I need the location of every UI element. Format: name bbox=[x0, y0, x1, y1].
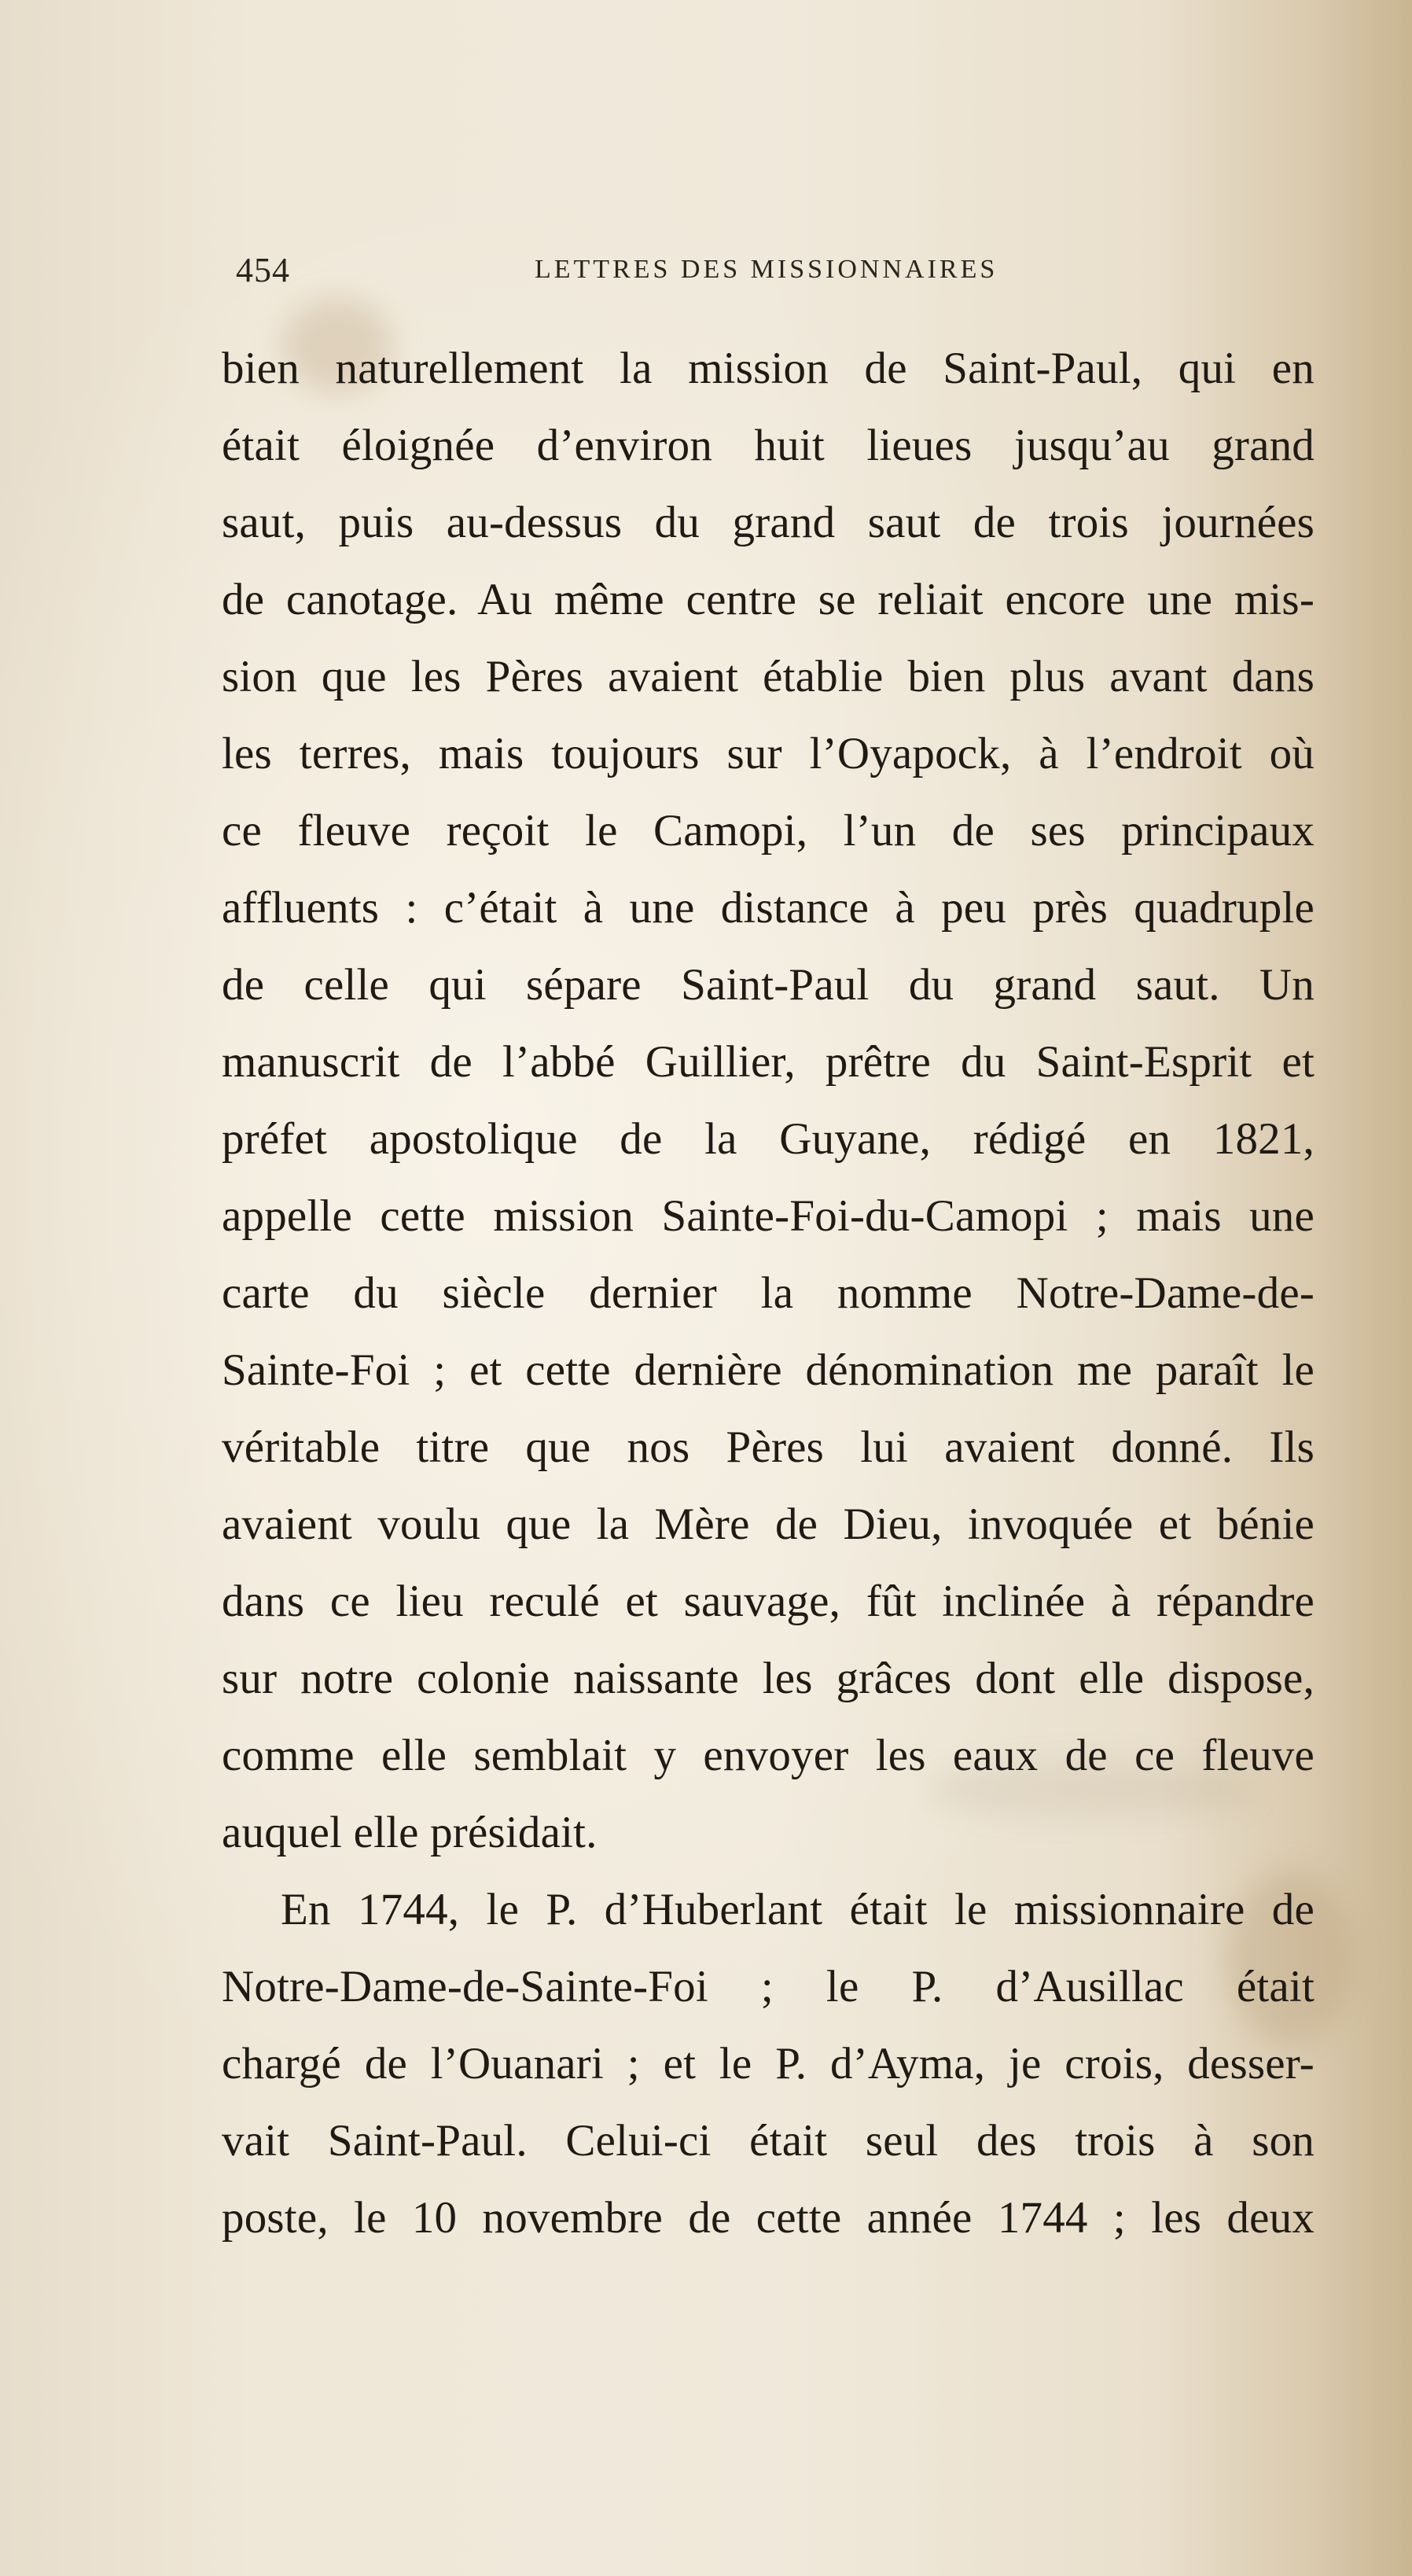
text-line: Sainte-Foi ; et cette dernière dénomination me paraît le bbox=[222, 1345, 1315, 1395]
text-line: comme elle semblait y envoyer les eaux de ce fleuve bbox=[222, 1731, 1315, 1780]
paragraph-start-line: En 1744, le P. d’Huberlant était le missionnaire de bbox=[281, 1885, 1315, 1934]
text-line: de canotage. Au même centre se reliait encore une mis- bbox=[222, 575, 1315, 624]
text-line: poste, le 10 novembre de cette année 1744 ; les deux bbox=[222, 2193, 1315, 2243]
text-line: était éloignée d’environ huit lieues jusqu’au grand bbox=[222, 421, 1315, 470]
text-line: affluents : c’était à une distance à peu près quadruple bbox=[222, 883, 1315, 933]
text-line: appelle cette mission Sainte-Foi-du-Camopi ; mais une bbox=[222, 1191, 1315, 1241]
text-line: chargé de l’Ouanari ; et le P. d’Ayma, je crois, desser- bbox=[222, 2039, 1315, 2088]
running-title: LETTRES DES MISSIONNAIRES bbox=[535, 255, 998, 284]
text-line: saut, puis au-dessus du grand saut de trois journées bbox=[222, 498, 1315, 547]
text-line: de celle qui sépare Saint-Paul du grand saut. Un bbox=[222, 960, 1315, 1010]
text-line: avaient voulu que la Mère de Dieu, invoquée et bénie bbox=[222, 1500, 1315, 1549]
page-number: 454 bbox=[236, 251, 290, 289]
body-text bbox=[222, 330, 1315, 2257]
text-line: vait Saint-Paul. Celui-ci était seul des trois à son bbox=[222, 2116, 1315, 2166]
text-line: véritable titre que nos Pères lui avaient donné. Ils bbox=[222, 1422, 1315, 1472]
paragraph-end-line: auquel elle présidait. bbox=[222, 1808, 598, 1857]
text-line: les terres, mais toujours sur l’Oyapock, à l’endroit où bbox=[222, 729, 1315, 778]
text-line: sur notre colonie naissante les grâces dont elle dispose, bbox=[222, 1654, 1315, 1703]
running-head bbox=[236, 250, 1337, 297]
text-line: sion que les Pères avaient établie bien plus avant dans bbox=[222, 652, 1315, 701]
text-line: dans ce lieu reculé et sauvage, fût inclinée à répandre bbox=[222, 1577, 1315, 1626]
text-line: préfet apostolique de la Guyane, rédigé en 1821, bbox=[222, 1114, 1315, 1164]
text-line: Notre-Dame-de-Sainte-Foi ; le P. d’Ausillac était bbox=[222, 1962, 1315, 2011]
text-line: carte du siècle dernier la nomme Notre-Dame-de- bbox=[222, 1268, 1315, 1318]
text-line: bien naturellement la mission de Saint-Paul, qui en bbox=[222, 344, 1315, 393]
text-line: manuscrit de l’abbé Guillier, prêtre du Saint-Esprit et bbox=[222, 1037, 1315, 1087]
text-line: ce fleuve reçoit le Camopi, l’un de ses principaux bbox=[222, 806, 1315, 856]
